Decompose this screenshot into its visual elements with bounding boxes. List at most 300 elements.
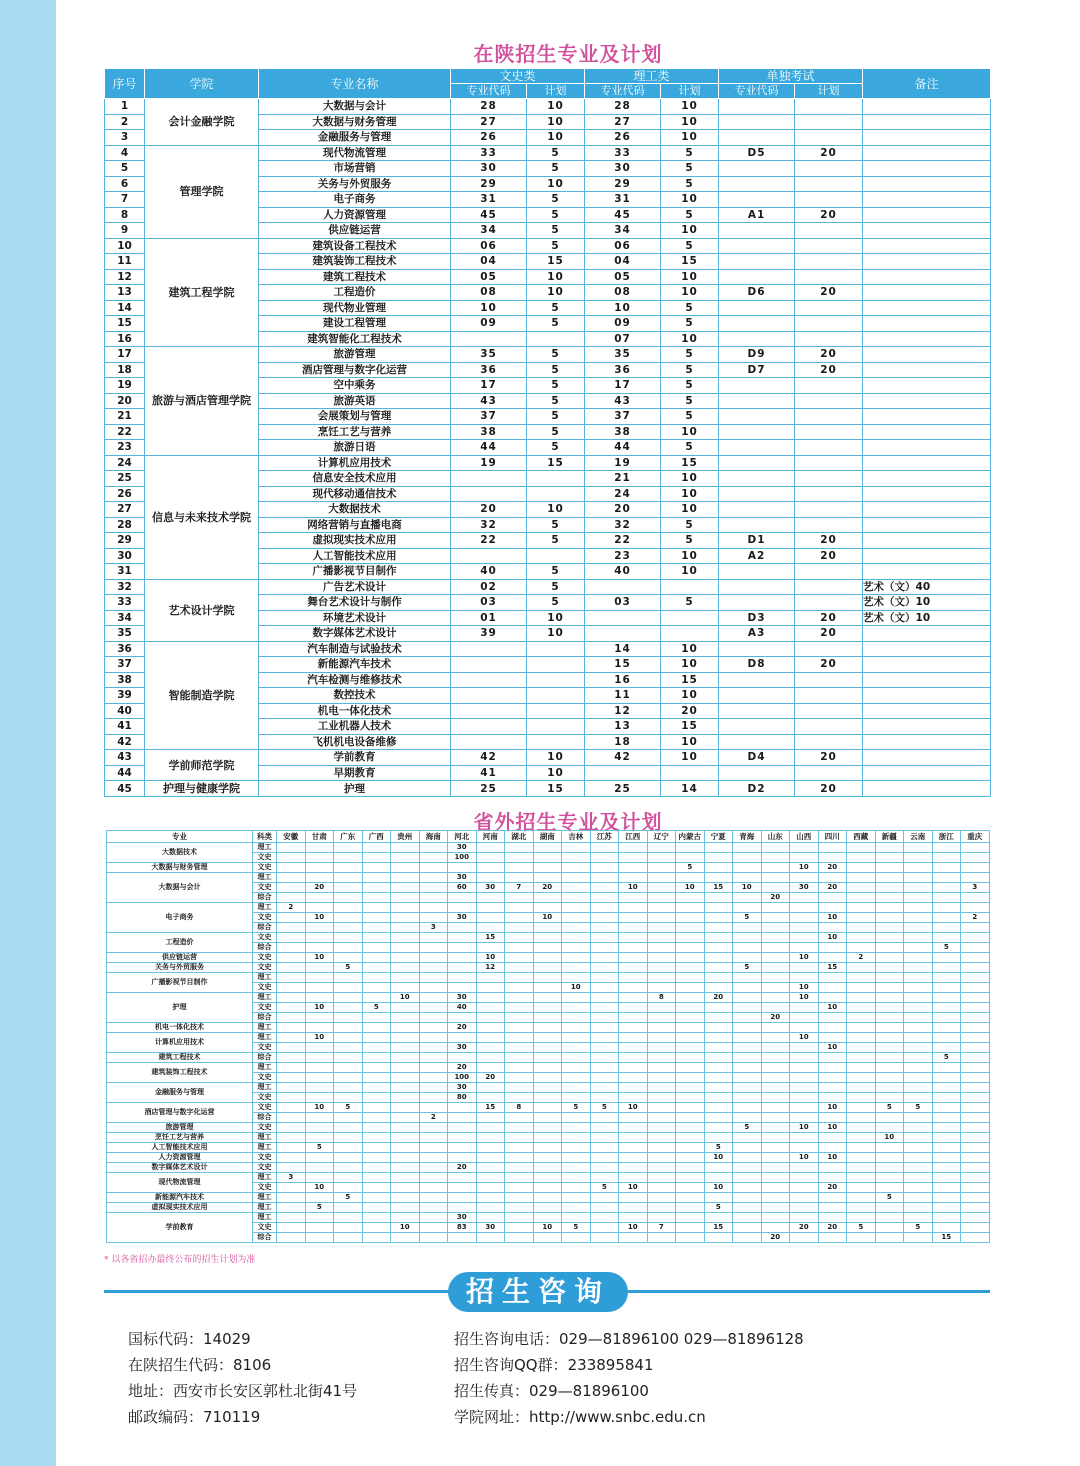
table-cell: 25: [585, 781, 661, 797]
category-cell: 理工: [253, 1173, 277, 1183]
table-cell: [505, 953, 534, 963]
table-cell: [448, 973, 477, 983]
major-cell: 烹饪工艺与营养: [259, 424, 451, 440]
table-cell: [790, 963, 819, 973]
plan-footnote: * 以各省招办最终公布的招生计划为准: [104, 1255, 256, 1265]
table-cell: [277, 1203, 306, 1213]
table-cell: [362, 1113, 391, 1123]
table-cell: [961, 1013, 990, 1023]
college-cell: 建筑工程学院: [145, 238, 259, 347]
table-cell: [719, 734, 795, 750]
table-cell: 10: [661, 192, 719, 208]
table-cell: [904, 1063, 933, 1073]
table-cell: [419, 1023, 448, 1033]
seq-cell: 11: [105, 254, 145, 270]
table-cell: 20: [818, 1183, 847, 1193]
table-cell: [277, 963, 306, 973]
table-cell: A3: [719, 626, 795, 642]
table-cell: [562, 1053, 591, 1063]
table-cell: [619, 1073, 648, 1083]
table-cell: [863, 316, 991, 332]
table-cell: [562, 1073, 591, 1083]
table-cell: 5: [334, 963, 363, 973]
table-cell: [761, 853, 790, 863]
table-cell: 10: [305, 953, 334, 963]
table-cell: 33: [585, 145, 661, 161]
major-cell: 网络营销与直播电商: [259, 517, 451, 533]
table-cell: [533, 873, 562, 883]
table-row: [107, 953, 990, 963]
college-cell: 信息与未来技术学院: [145, 455, 259, 579]
table-cell: [334, 1183, 363, 1193]
table-cell: [590, 883, 619, 893]
table-cell: [661, 626, 719, 642]
table-cell: [704, 1113, 733, 1123]
table-cell: [647, 873, 676, 883]
table-cell: 15: [527, 455, 585, 471]
table-cell: [562, 973, 591, 983]
table-cell: [419, 1183, 448, 1193]
table-cell: [932, 1073, 961, 1083]
table-cell: [305, 1013, 334, 1023]
table-row: [105, 579, 991, 595]
table-cell: 20: [761, 1013, 790, 1023]
table-cell: [362, 1103, 391, 1113]
major-cell: 虚拟现实技术应用: [259, 533, 451, 549]
table-row: [107, 993, 990, 1003]
college-cell: 艺术设计学院: [145, 579, 259, 641]
table-cell: [476, 1033, 505, 1043]
table-cell: [391, 1073, 420, 1083]
table-cell: [719, 331, 795, 347]
table-cell: [847, 1073, 876, 1083]
table-cell: 10: [818, 1003, 847, 1013]
category-cell: 文史: [253, 933, 277, 943]
table-cell: [590, 1123, 619, 1133]
table-cell: 10: [619, 883, 648, 893]
table-cell: [362, 903, 391, 913]
table-cell: [795, 393, 863, 409]
header-province: 西藏: [847, 831, 876, 843]
table-cell: [704, 943, 733, 953]
table-cell: 83: [448, 1223, 477, 1233]
table-cell: [334, 1233, 363, 1243]
table-cell: 26: [451, 130, 527, 146]
table-cell: [733, 1203, 762, 1213]
table-row: [107, 1133, 990, 1143]
table-cell: [961, 1193, 990, 1203]
table-cell: [676, 1003, 705, 1013]
table-cell: [676, 1143, 705, 1153]
table-cell: 5: [527, 161, 585, 177]
table-cell: 10: [527, 765, 585, 781]
table-cell: [761, 1143, 790, 1153]
header-province: 甘肃: [305, 831, 334, 843]
major-cell: 数控技术: [259, 688, 451, 704]
table-cell: [391, 883, 420, 893]
table-cell: 5: [661, 378, 719, 394]
table-cell: [533, 1153, 562, 1163]
table-cell: [362, 883, 391, 893]
table-cell: [863, 223, 991, 239]
table-cell: [334, 1083, 363, 1093]
table-cell: [277, 893, 306, 903]
table-cell: [590, 1063, 619, 1073]
table-cell: [704, 1133, 733, 1143]
table-cell: [362, 943, 391, 953]
table-cell: 5: [661, 300, 719, 316]
table-cell: [719, 703, 795, 719]
table-cell: 20: [818, 883, 847, 893]
seq-cell: 44: [105, 765, 145, 781]
website-link[interactable]: 学院网址：http://www.snbc.edu.cn: [454, 1408, 706, 1426]
table-cell: [476, 1093, 505, 1103]
table-cell: 31: [585, 192, 661, 208]
seq-cell: 33: [105, 595, 145, 611]
table-cell: [391, 1163, 420, 1173]
table-cell: [451, 734, 527, 750]
table-cell: 35: [585, 347, 661, 363]
table-cell: [790, 1203, 819, 1213]
category-cell: 文史: [253, 983, 277, 993]
table-cell: 34: [451, 223, 527, 239]
table-cell: [533, 1093, 562, 1103]
table-cell: [863, 409, 991, 425]
table-cell: 60: [448, 883, 477, 893]
table-cell: [590, 1023, 619, 1033]
table-cell: [362, 893, 391, 903]
table-cell: [932, 863, 961, 873]
table-cell: [875, 973, 904, 983]
table-cell: [391, 933, 420, 943]
table-cell: [334, 1153, 363, 1163]
table-cell: 5: [527, 564, 585, 580]
major-cell: 护理: [107, 993, 253, 1023]
qq-group: 招生咨询QQ群：233895841: [454, 1356, 654, 1374]
major-cell: 现代物流管理: [107, 1173, 253, 1193]
major-cell: 新能源汽车技术: [107, 1193, 253, 1203]
table-cell: [476, 1113, 505, 1123]
table-cell: 11: [585, 688, 661, 704]
category-cell: 文史: [253, 853, 277, 863]
table-cell: [562, 843, 591, 853]
table-cell: [719, 316, 795, 332]
table-cell: [932, 903, 961, 913]
table-cell: [476, 1143, 505, 1153]
table-cell: [305, 1133, 334, 1143]
table-cell: 5: [590, 1183, 619, 1193]
table-cell: [704, 1083, 733, 1093]
table-cell: [476, 873, 505, 883]
table-cell: [847, 1033, 876, 1043]
table-cell: [676, 973, 705, 983]
table-cell: 22: [585, 533, 661, 549]
table-cell: [719, 595, 795, 611]
table-cell: [761, 963, 790, 973]
table-cell: [818, 943, 847, 953]
table-cell: [932, 1113, 961, 1123]
table-cell: [875, 923, 904, 933]
table-cell: 15: [527, 254, 585, 270]
table-cell: [590, 1113, 619, 1123]
table-cell: [533, 1063, 562, 1073]
table-cell: [619, 843, 648, 853]
table-cell: [932, 1133, 961, 1143]
table-cell: [719, 409, 795, 425]
table-cell: [818, 1193, 847, 1203]
table-cell: [961, 973, 990, 983]
table-cell: [533, 1083, 562, 1093]
table-cell: 38: [585, 424, 661, 440]
table-cell: [719, 719, 795, 735]
table-cell: [305, 1053, 334, 1063]
seq-cell: 19: [105, 378, 145, 394]
major-cell: 汽车制造与试验技术: [259, 641, 451, 657]
table-cell: [391, 923, 420, 933]
table-cell: [334, 1013, 363, 1023]
table-cell: [305, 1213, 334, 1223]
table-cell: [761, 1193, 790, 1203]
table-cell: [505, 1143, 534, 1153]
category-cell: 综合: [253, 943, 277, 953]
table-cell: 15: [661, 672, 719, 688]
table-cell: [391, 943, 420, 953]
table-cell: [305, 1113, 334, 1123]
table-cell: [795, 161, 863, 177]
table-cell: [795, 378, 863, 394]
major-cell: 会展策划与管理: [259, 409, 451, 425]
seq-cell: 5: [105, 161, 145, 177]
table-cell: [448, 1233, 477, 1243]
category-cell: 理工: [253, 973, 277, 983]
table-cell: [863, 176, 991, 192]
table-cell: 2: [277, 903, 306, 913]
table-cell: 5: [733, 913, 762, 923]
table-cell: [875, 863, 904, 873]
table-cell: [533, 1173, 562, 1183]
table-cell: [590, 933, 619, 943]
table-cell: [761, 1063, 790, 1073]
table-cell: [562, 1233, 591, 1243]
table-cell: [619, 1133, 648, 1143]
table-cell: [647, 1203, 676, 1213]
table-cell: [795, 440, 863, 456]
table-cell: [875, 1173, 904, 1183]
table-cell: [932, 883, 961, 893]
table-cell: [790, 1173, 819, 1183]
table-cell: [704, 953, 733, 963]
table-cell: [790, 903, 819, 913]
seq-cell: 2: [105, 114, 145, 130]
table-row: [107, 903, 990, 913]
table-cell: [419, 1193, 448, 1203]
table-cell: [676, 943, 705, 953]
left-color-bar: [0, 0, 56, 1466]
table-cell: [562, 893, 591, 903]
table-cell: [733, 873, 762, 883]
seq-cell: 22: [105, 424, 145, 440]
header-province: 广东: [334, 831, 363, 843]
table-cell: [305, 1093, 334, 1103]
table-cell: 10: [661, 331, 719, 347]
contact-title: 招生咨询: [448, 1272, 628, 1312]
table-cell: [847, 1123, 876, 1133]
table-cell: [647, 1153, 676, 1163]
table-cell: [733, 1233, 762, 1243]
table-cell: [647, 1213, 676, 1223]
table-cell: [505, 1023, 534, 1033]
table-cell: 10: [875, 1133, 904, 1143]
table-cell: [790, 1093, 819, 1103]
table-cell: [661, 579, 719, 595]
major-cell: 人工智能技术应用: [107, 1143, 253, 1153]
table-cell: [334, 983, 363, 993]
table-cell: [904, 923, 933, 933]
table-cell: [818, 993, 847, 1003]
table-cell: [733, 1093, 762, 1103]
major-cell: 酒店管理与数字化运营: [107, 1103, 253, 1123]
header-plan: 计划: [661, 84, 719, 99]
table-cell: [647, 923, 676, 933]
table-cell: 2: [961, 913, 990, 923]
table-cell: [875, 1123, 904, 1133]
table-cell: [647, 1053, 676, 1063]
table-cell: [704, 863, 733, 873]
table-cell: [419, 1033, 448, 1043]
table-cell: [818, 1233, 847, 1243]
table-cell: [334, 853, 363, 863]
table-cell: [562, 1123, 591, 1133]
table-cell: 20: [704, 993, 733, 1003]
table-cell: [419, 1163, 448, 1173]
table-cell: [719, 517, 795, 533]
table-cell: 30: [451, 161, 527, 177]
table-cell: 23: [585, 548, 661, 564]
major-cell: 旅游日语: [259, 440, 451, 456]
table-cell: [863, 564, 991, 580]
table-cell: [305, 1073, 334, 1083]
table-cell: 30: [448, 913, 477, 923]
college-cell: 会计金融学院: [145, 99, 259, 146]
table-cell: [932, 853, 961, 863]
seq-cell: 37: [105, 657, 145, 673]
table-cell: [761, 993, 790, 1003]
table-cell: [391, 1103, 420, 1113]
table-cell: [647, 913, 676, 923]
table-cell: [932, 933, 961, 943]
seq-cell: 30: [105, 548, 145, 564]
table-cell: [932, 1203, 961, 1213]
table-cell: [904, 1203, 933, 1213]
table-cell: 5: [661, 238, 719, 254]
table-cell: 100: [448, 853, 477, 863]
table-cell: 20: [448, 1063, 477, 1073]
table-cell: [419, 873, 448, 883]
table-cell: [818, 893, 847, 903]
table-row: [107, 1033, 990, 1043]
table-cell: [391, 1093, 420, 1103]
table-cell: [932, 1093, 961, 1103]
table-cell: [419, 863, 448, 873]
table-cell: [790, 943, 819, 953]
table-cell: [305, 1193, 334, 1203]
table-cell: [391, 873, 420, 883]
table-cell: [391, 1173, 420, 1183]
category-cell: 文史: [253, 863, 277, 873]
table-cell: [863, 347, 991, 363]
table-cell: [790, 1013, 819, 1023]
table-cell: 5: [527, 595, 585, 611]
table-cell: [863, 285, 991, 301]
table-cell: [875, 883, 904, 893]
table-cell: [790, 1103, 819, 1113]
table-cell: [863, 688, 991, 704]
table-cell: [362, 963, 391, 973]
table-cell: 10: [661, 548, 719, 564]
table-cell: [875, 1223, 904, 1233]
major-cell: 机电一体化技术: [259, 703, 451, 719]
major-cell: 计算机应用技术: [259, 455, 451, 471]
table-cell: 10: [790, 953, 819, 963]
table-cell: 10: [533, 1223, 562, 1233]
seq-cell: 25: [105, 471, 145, 487]
table-cell: [733, 1023, 762, 1033]
table-cell: [448, 1033, 477, 1043]
table-cell: [847, 943, 876, 953]
table-cell: [590, 1033, 619, 1043]
major-cell: 电子商务: [107, 903, 253, 933]
table-cell: [847, 1043, 876, 1053]
table-cell: [719, 455, 795, 471]
table-cell: [818, 1033, 847, 1043]
major-cell: 建筑工程技术: [259, 269, 451, 285]
category-cell: 综合: [253, 1233, 277, 1243]
seq-cell: 26: [105, 486, 145, 502]
table-cell: [419, 1173, 448, 1183]
table-cell: [863, 672, 991, 688]
table-cell: [704, 923, 733, 933]
table-cell: [533, 903, 562, 913]
table-cell: [761, 843, 790, 853]
table-cell: [647, 1133, 676, 1143]
table-cell: [590, 853, 619, 863]
table-cell: [619, 973, 648, 983]
table-cell: [334, 1043, 363, 1053]
category-cell: 理工: [253, 1083, 277, 1093]
table-cell: 5: [527, 393, 585, 409]
table-cell: 2: [847, 953, 876, 963]
seq-cell: 39: [105, 688, 145, 704]
table-cell: [961, 1063, 990, 1073]
table-cell: 艺术（文）10: [863, 610, 991, 626]
table-cell: [719, 176, 795, 192]
table-cell: [932, 1143, 961, 1153]
table-cell: [904, 1013, 933, 1023]
table-cell: 10: [661, 657, 719, 673]
table-cell: 39: [451, 626, 527, 642]
table-cell: D4: [719, 750, 795, 766]
table-cell: 10: [704, 1183, 733, 1193]
table-cell: 05: [451, 269, 527, 285]
table-cell: [863, 145, 991, 161]
table-cell: [448, 923, 477, 933]
table-cell: [533, 1033, 562, 1043]
seq-cell: 16: [105, 331, 145, 347]
table-cell: [362, 1123, 391, 1133]
table-cell: [704, 963, 733, 973]
table-cell: [704, 913, 733, 923]
table-cell: [391, 1043, 420, 1053]
